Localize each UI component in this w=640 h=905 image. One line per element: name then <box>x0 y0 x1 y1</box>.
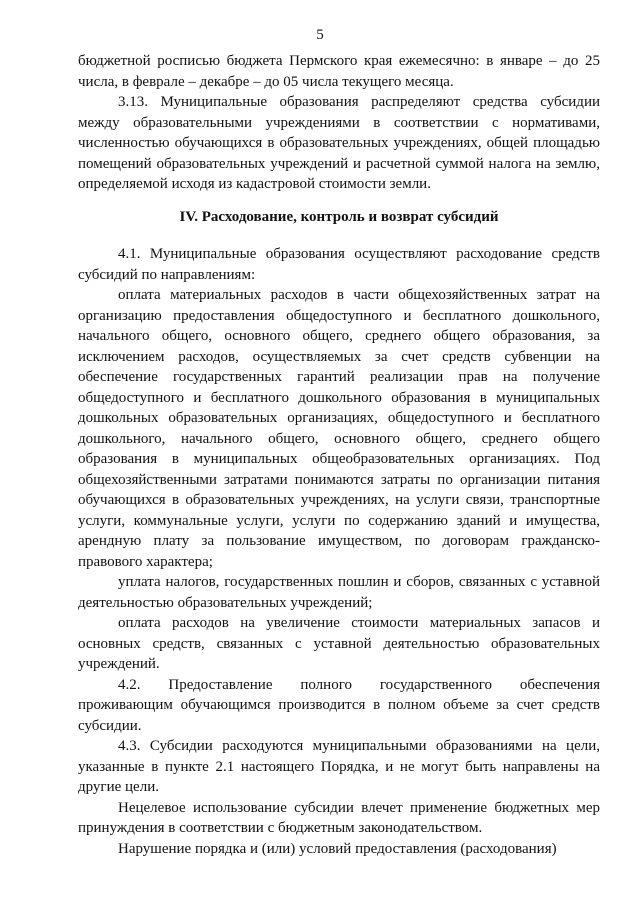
paragraph-continuation: бюджетной росписью бюджета Пермского края ежемесячно: в январе – до 25 числа, в феврале – декабре – до 05 числа текущего месяца. <box>78 53 600 90</box>
paragraph-3-13: 3.13. Муниципальные образования распределяют средства субсидии между образовательными учреждениями в соответствии с нормативами, численностью обучающихся в образовательных учреждениях, общей площадью помещений образовательных учреждений и расчетной суммой налога на землю, определяемой исходя из кадастровой стоимости земли. <box>78 94 600 192</box>
paragraph-inventory: оплата расходов на увеличение стоимости материальных запасов и основных средств, связанных с уставной деятельностью образовательных учреждений. <box>78 615 600 672</box>
page-number: 5 <box>316 27 324 43</box>
paragraph-violation: Нарушение порядка и (или) условий предоставления (расходования) <box>118 840 557 857</box>
section-heading: IV. Расходование, контроль и возврат субсидий <box>179 208 499 225</box>
paragraph-taxes: уплата налогов, государственных пошлин и сборов, связанных с уставной деятельностью образовательных учреждений; <box>78 574 600 611</box>
paragraph-4-2: 4.2. Предоставление полного государственного обеспечения проживающим обучающимся производится в полном объеме за счет средств субсидии. <box>78 676 600 734</box>
paragraph-4-3: 4.3. Субсидии расходуются муниципальными образованиями на цели, указанные в пункте 2.1 настоящего Порядка, и не могут быть направлены на другие цели. <box>78 738 600 795</box>
document-body <box>78 51 600 859</box>
paragraph-material-costs: оплата материальных расходов в части общехозяйственных затрат на организацию предоставления общедоступного и бесплатного дошкольного, начального общего, основного общего, среднего общего образования, за исключением расходов, осуществляемых за счет средств субвенции на обеспечение государственных гарантий реализации прав на получение общедоступного и бесплатного дошкольного образования в муниципальных дошкольных образовательных организациях, общедоступного и бесплатного дошкольного, начального общего, основного общего, среднего общего образования в муниципальных общеобразовательных организациях. Под общехозяйственными затратами понимаются затраты по организации питания обучающихся в образовательных учреждениях, на услуги связи, транспортные услуги, коммунальные услуги, услуги по содержанию зданий и имущества, арендную плату за пользование имуществом, по договорам гражданско-правового характера; <box>78 287 600 570</box>
paragraph-misuse: Нецелевое использование субсидии влечет применение бюджетных мер принуждения в соответствии с бюджетным законодательством. <box>78 799 600 836</box>
paragraph-4-1: 4.1. Муниципальные образования осуществляют расходование средств субсидий по направлениям: <box>78 246 600 283</box>
